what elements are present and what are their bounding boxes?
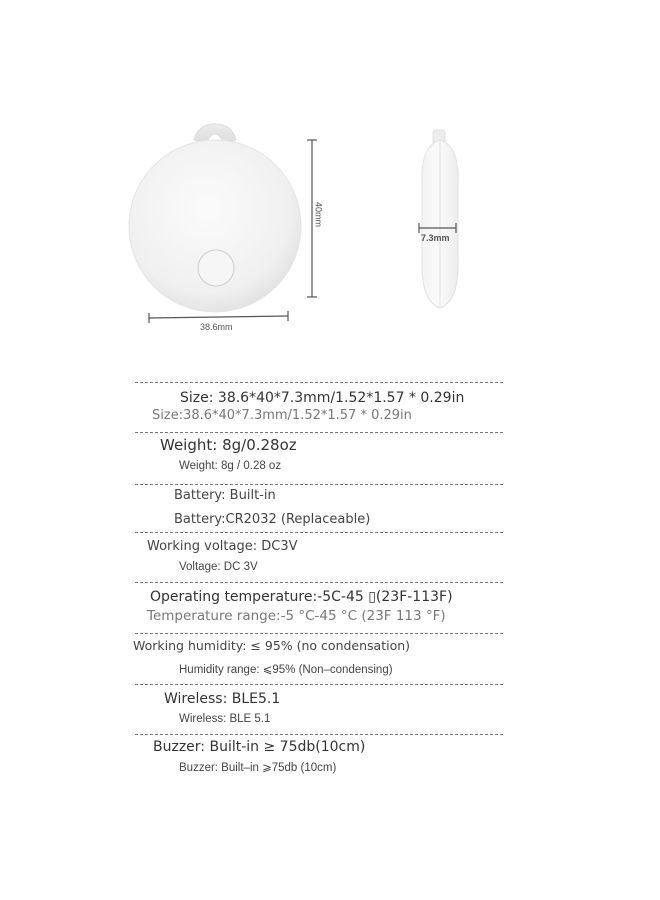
width-dimension-line bbox=[148, 308, 290, 320]
divider bbox=[135, 532, 503, 533]
spec-size-secondary: Size:38.6*40*7.3mm/1.52*1.57 * 0.29in bbox=[152, 408, 412, 423]
spec-weight-secondary: Weight: 8g / 0.28 oz bbox=[179, 460, 282, 472]
spec-humidity-primary: Working humidity: ≤ 95% (no condensation) bbox=[133, 638, 411, 653]
spec-voltage-secondary: Voltage: DC 3V bbox=[179, 561, 258, 573]
divider bbox=[135, 633, 503, 634]
divider bbox=[135, 582, 503, 583]
width-dimension-label: 38.6mm bbox=[200, 322, 233, 332]
spec-battery-secondary: Battery:CR2032 (Replaceable) bbox=[174, 512, 371, 527]
spec-battery-primary: Battery: Built-in bbox=[174, 488, 276, 503]
spec-wireless-primary: Wireless: BLE5.1 bbox=[164, 691, 281, 707]
divider bbox=[135, 734, 503, 735]
spec-weight-primary: Weight: 8g/0.28oz bbox=[160, 436, 297, 454]
divider bbox=[135, 684, 503, 685]
thickness-dimension-label: 7.3mm bbox=[421, 233, 450, 243]
divider bbox=[135, 432, 503, 433]
tracker-front-view bbox=[120, 118, 310, 318]
spec-wireless-secondary: Wireless: BLE 5.1 bbox=[179, 713, 271, 725]
spec-buzzer-primary: Buzzer: Built-in ≥ 75db(10cm) bbox=[153, 739, 366, 755]
spec-size-primary: Size: 38.6*40*7.3mm/1.52*1.57 * 0.29in bbox=[180, 390, 465, 406]
spec-humidity-secondary: Humidity range: ⩽95% (Non–condensing) bbox=[179, 664, 393, 676]
thickness-dimension-line bbox=[418, 218, 458, 228]
spec-temperature-secondary: Temperature range:-5 °C-45 °C (23F 113 °F) bbox=[147, 608, 446, 624]
height-dimension-label: 40mm bbox=[313, 201, 324, 227]
divider bbox=[135, 382, 503, 383]
divider bbox=[135, 484, 503, 485]
tracker-front-illustration bbox=[120, 118, 310, 318]
spec-voltage-primary: Working voltage: DC3V bbox=[147, 539, 298, 554]
spec-buzzer-secondary: Buzzer: Built–in ⩾75db (10cm) bbox=[179, 762, 337, 774]
spec-temperature-primary: Operating temperature:-5C-45 ▯(23F-113F) bbox=[150, 589, 453, 605]
